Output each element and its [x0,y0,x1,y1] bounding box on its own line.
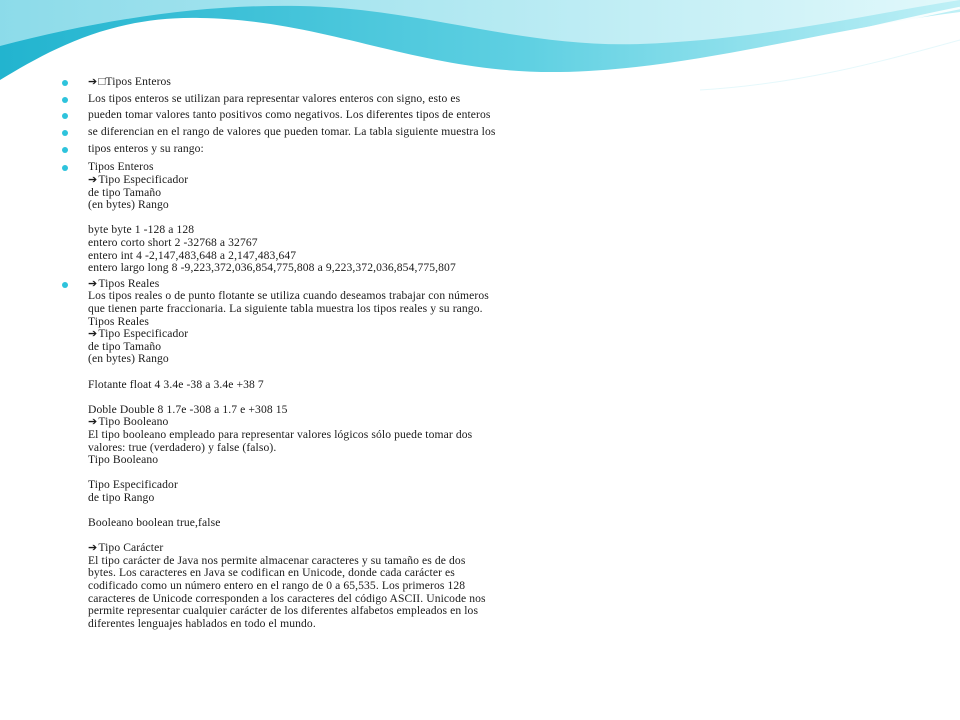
bullet-line [88,353,622,366]
bullet-text: Tipo Booleano [88,453,159,467]
bullet-text: Doble Double 8 1.7e -308 a 1.7 e +308 15 [88,402,288,416]
bullet-dot-icon [62,130,68,136]
bullet-line [88,517,622,530]
bullet-text: Tipo Especificador [98,173,189,187]
bullet-dot-icon [62,113,68,119]
bullet-line [88,328,622,341]
bullet-text: (en bytes) Rango [88,198,169,212]
bullet-dot-icon [62,80,68,86]
bullet-text: tipos enteros y su rango: [88,141,204,155]
bullet-text: Los tipos enteros se utilizan para representar valores enteros con signo, esto es [88,91,461,105]
bullet-text: bytes. Los caracteres en Java se codifican en Unicode, donde cada carácter es [88,566,455,580]
bullet-text: (en bytes) Rango [88,352,169,366]
right-arrow-icon: ➔ [88,76,98,88]
bullet-text: entero int 4 -2,147,483,648 a 2,147,483,647 [88,248,297,262]
right-arrow-icon: ➔ [88,416,98,429]
bullet-line [88,303,622,316]
bullet-item [62,126,622,143]
bullet-line [88,126,622,139]
bullet-text: entero largo long 8 -9,223,372,036,854,775,808 a 9,223,372,036,854,775,807 [88,261,456,275]
bullet-text: El tipo booleano empleado para representar valores lógicos sólo puede tomar dos [88,427,473,441]
bullet-text: se diferencian en el rango de valores que pueden tomar. La tabla siguiente muestra los [88,125,496,139]
bullet-text: de tipo Rango [88,490,155,504]
bullet-text: entero corto short 2 -32768 a 32767 [88,236,258,249]
bullet-line [88,530,622,543]
right-arrow-icon: ➔ [88,277,98,290]
right-arrow-icon: ➔ [88,174,98,187]
bullet-text: Flotante float 4 3.4e -38 a 3.4e +38 7 [88,377,264,391]
bullet-text: que tienen parte fraccionaria. La siguiente tabla muestra los tipos reales y su rango. [88,301,483,315]
bullet-text: byte byte 1 -128 a 128 [88,223,195,237]
bullet-line [88,199,622,212]
bullet-text: permite representar cualquier carácter de los diferentes alfabetos empleados en los [88,604,479,618]
bullet-text: Tipo Booleano [98,415,169,429]
bullet-item [62,76,622,93]
bullet-line [88,479,622,492]
bullet-text: valores: true (verdadero) y false (falso). [88,440,277,454]
bullet-item [62,161,622,274]
bullet-text: Tipos Enteros [88,160,154,174]
bullet-line [88,454,622,467]
bullet-line [88,618,622,631]
bullet-text: El tipo carácter de Java nos permite almacenar caracteres y su tamaño es de dos [88,553,466,567]
bullet-line [88,109,622,122]
bullet-line [88,76,622,89]
bullet-list [62,76,622,630]
bullet-line [88,143,622,156]
bullet-text: Tipo Carácter [98,541,164,555]
slide-content [62,76,622,633]
bullet-line [88,379,622,392]
bullet-item [62,143,622,160]
bullet-text: de tipo Tamaño [88,185,162,199]
bullet-line [88,442,622,455]
bullet-text: □Tipos Enteros [98,75,172,88]
bullet-text: Tipos Reales [98,276,160,290]
bullet-line [88,262,622,275]
bullet-item [62,93,622,110]
bullet-item [62,109,622,126]
bullet-text: de tipo Tamaño [88,339,162,353]
bullet-dot-icon [62,147,68,153]
bullet-text: Los tipos reales o de punto flotante se utiliza cuando deseamos trabajar con números [88,289,489,303]
bullet-dot-icon [62,282,68,288]
bullet-text: Tipos Reales [88,314,150,328]
bullet-text: Booleano boolean true,false [88,516,221,530]
bullet-text: caracteres de Unicode corresponden a los caracteres del código ASCII. Unicode nos [88,591,486,605]
bullet-text: Tipo Especificador [88,478,178,492]
bullet-line [88,93,622,106]
bullet-text: codificado como un número entero en el rango de 0 a 65,535. Los primeros 128 [88,579,466,593]
bullet-line [88,492,622,505]
right-arrow-icon: ➔ [88,542,98,555]
bullet-text: diferentes lenguajes hablados en todo el mundo. [88,616,316,630]
bullet-dot-icon [62,165,68,171]
bullet-text: Tipo Especificador [98,327,189,341]
bullet-text: pueden tomar valores tanto positivos como negativos. Los diferentes tipos de enteros [88,108,491,122]
bullet-line [88,174,622,187]
bullet-dot-icon [62,97,68,103]
bullet-item [62,278,622,631]
right-arrow-icon: ➔ [88,328,98,341]
